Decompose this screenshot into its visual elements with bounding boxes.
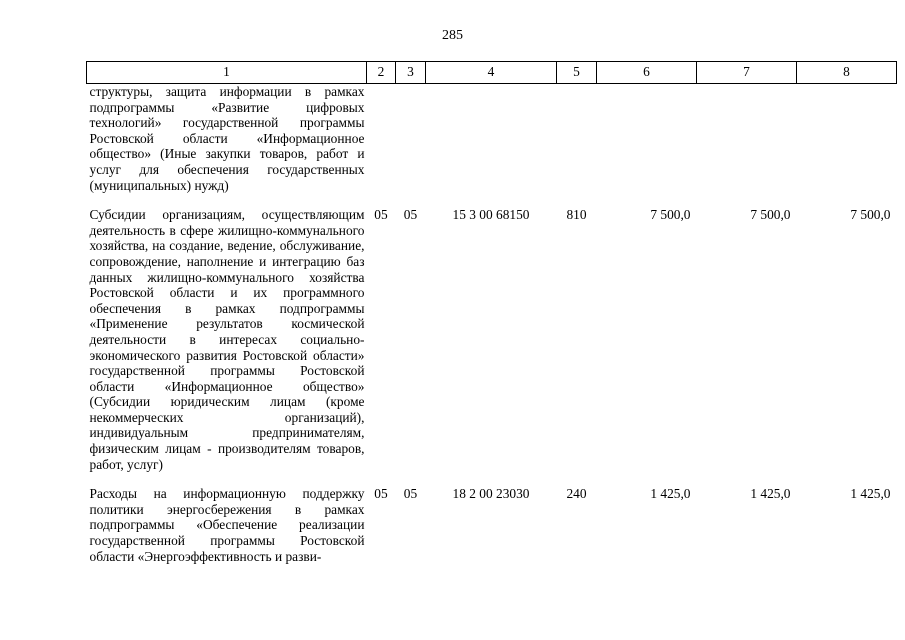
column-header-1: 1 xyxy=(87,62,367,84)
table-header-row xyxy=(87,62,897,84)
row-section-code xyxy=(367,84,396,194)
row-subsection-code xyxy=(396,84,426,194)
row-value-col8: 1 425,0 xyxy=(850,486,891,502)
column-header-7: 7 xyxy=(697,62,797,84)
row-value-col7 xyxy=(697,84,797,194)
column-header-4: 4 xyxy=(426,62,557,84)
row-section-code: 05 xyxy=(374,486,388,502)
column-header-8: 8 xyxy=(797,62,897,84)
table-row xyxy=(87,486,897,564)
row-description: Расходы на информационную поддержку политики энергосбережения в рамках подпрограммы «Обеспечение реализации государственной программы Ростовской области «Энергоэффективность и разви- xyxy=(89,486,365,564)
column-header-2: 2 xyxy=(367,62,396,84)
row-value-col6: 1 425,0 xyxy=(650,486,691,502)
row-spacer xyxy=(87,193,897,207)
table-row xyxy=(87,207,897,472)
row-section-code: 05 xyxy=(374,207,388,223)
row-expense-type xyxy=(557,84,597,194)
row-expense-type: 240 xyxy=(566,486,587,502)
row-target-code xyxy=(426,84,557,194)
row-value-col8 xyxy=(797,84,897,194)
column-header-6: 6 xyxy=(597,62,697,84)
page-number: 285 xyxy=(442,28,463,43)
row-description: Субсидии организациям, осуществляющим деятельность в сфере жилищно-коммунального хозяйства, на создание, ведение, обслуживание, сопровождение, наполнение и интеграцию баз данных жилищно-коммунального хозяйства Ростовской области и их программного обеспечения в рамках подпрограммы «Применение результатов космической деятельности в интересах социально-экономического развития Ростовской области» государственной программы Ростовской области «Информационное общество» (Субсидии юридическим лицам (кроме некоммерческих организаций), индивидуальным предпринимателям, физическим лицам - производителям товаров, работ, услуг) xyxy=(89,207,365,472)
column-header-5: 5 xyxy=(557,62,597,84)
row-spacer xyxy=(87,472,897,486)
row-target-code: 18 2 00 23030 xyxy=(452,486,530,502)
table-row xyxy=(87,84,897,194)
row-description: структуры, защита информации в рамках подпрограммы «Развитие цифровых технологий» государственной программы Ростовской области «Информационное общество» (Иные закупки товаров, работ и услуг для обеспечения государственных (муниципальных) нужд) xyxy=(89,84,365,193)
row-expense-type: 810 xyxy=(566,207,587,223)
row-value-col7: 7 500,0 xyxy=(750,207,791,223)
row-value-col6: 7 500,0 xyxy=(650,207,691,223)
row-subsection-code: 05 xyxy=(403,207,418,223)
row-value-col6 xyxy=(597,84,697,194)
row-target-code: 15 3 00 68150 xyxy=(452,207,530,223)
row-value-col8: 7 500,0 xyxy=(850,207,891,223)
row-value-col7: 1 425,0 xyxy=(750,486,791,502)
row-subsection-code: 05 xyxy=(403,486,418,502)
budget-table xyxy=(86,61,897,564)
column-header-3: 3 xyxy=(396,62,426,84)
